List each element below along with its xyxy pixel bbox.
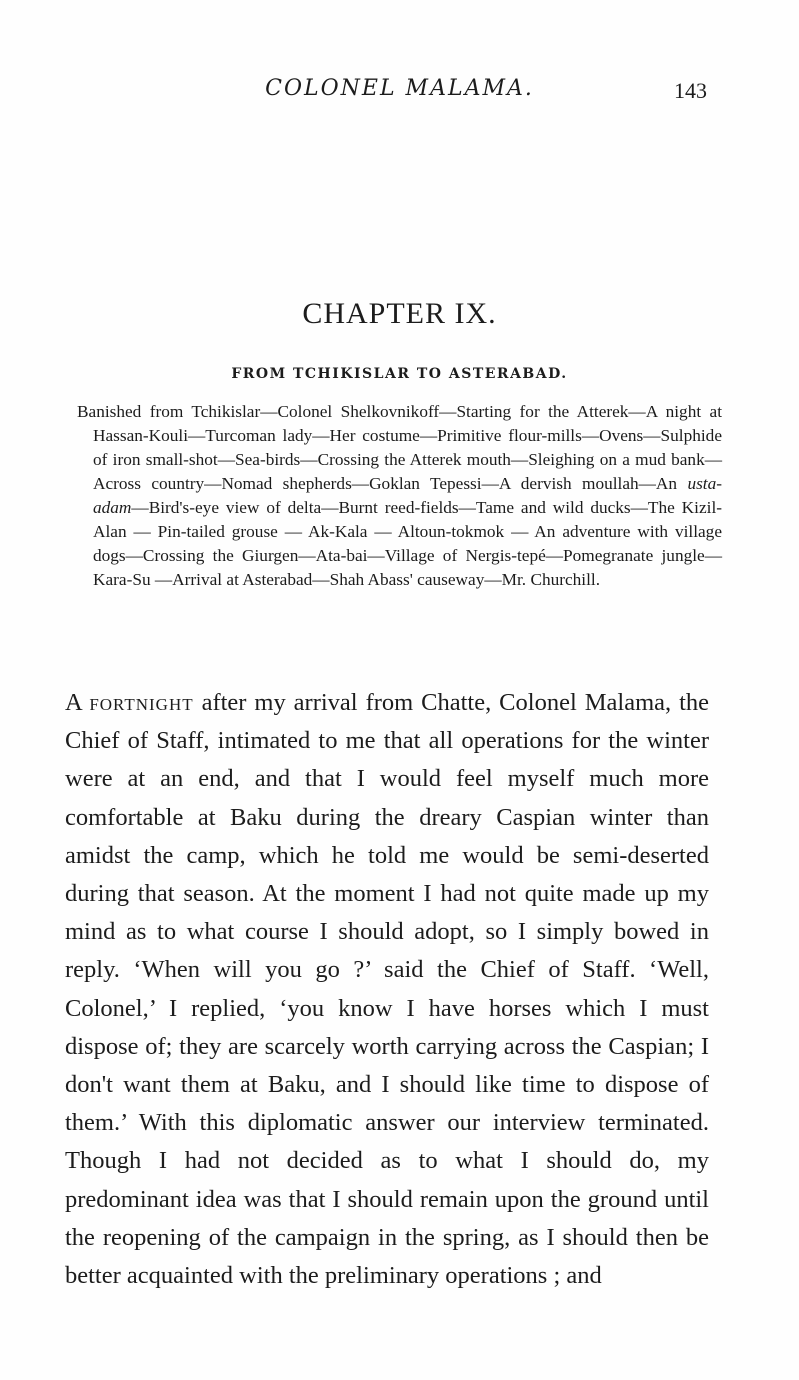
summary-text-part1: Banished from Tchikislar—Colonel Shelkovnikoff—Starting for the Atterek—A night at Hassan-Kouli—Turcoman lady—Her costume—Primitive flour-mills—Ovens—Sulphide of iron small-shot—Sea-birds—Crossing the Atterek mouth—Sleighing on a mud bank—Across country—Nomad shepherds—Goklan Tepessi—A dervish moullah—An bbox=[77, 402, 722, 493]
body-lead-letter: A bbox=[65, 689, 90, 716]
chapter-summary bbox=[77, 400, 722, 592]
running-title: COLONEL MALAMA. bbox=[265, 76, 534, 101]
summary-italic-term: usta-adam bbox=[93, 474, 722, 517]
chapter-number: CHAPTER IX. bbox=[302, 297, 497, 330]
summary-text-part2: —Bird's-eye view of delta—Burnt reed-fields—Tame and wild ducks—The Kizil-Alan — Pin-tailed grouse — Ak-Kala — Altoun-tokmok — An adventure with village dogs—Crossing the Giurgen—Ata-bai—Village of Nergis-tepé—Pomegranate jungle—Kara-Su —Arrival at Asterabad—Shah Abass' causeway—Mr. Churchill. bbox=[93, 498, 722, 589]
body-text: after my arrival from Chatte, Colonel Malama, the Chief of Staff, intimated to me that all operations for the winter were at an end, and that I would feel myself much more comfortable at Baku during the dreary Caspian winter than amidst the camp, which he told me would be semi-deserted during that season. At the moment I had not quite made up my mind as to what course I should adopt, so I simply bowed in reply. ‘When will you go ?’ said the Chief of Staff. ‘Well, Colonel,’ I replied, ‘you know I have horses which I must dispose of; they are scarcely worth carrying across the Caspian; I don't want them at Baku, and I should like time to dispose of them.’ With this diplomatic answer our interview terminated. Though I had not decided as to what I should do, my predominant idea was that I should remain upon the ground until the reopening of the campaign in the spring, as I should then be better acquainted with the preliminary operations ; and bbox=[65, 689, 710, 1290]
chapter-title: FROM TCHIKISLAR TO ASTERABAD. bbox=[231, 366, 568, 382]
body-paragraph bbox=[65, 684, 709, 1295]
page-number: 143 bbox=[674, 78, 707, 103]
body-lead-smallcaps: fortnight bbox=[89, 689, 194, 716]
running-head bbox=[0, 76, 799, 106]
